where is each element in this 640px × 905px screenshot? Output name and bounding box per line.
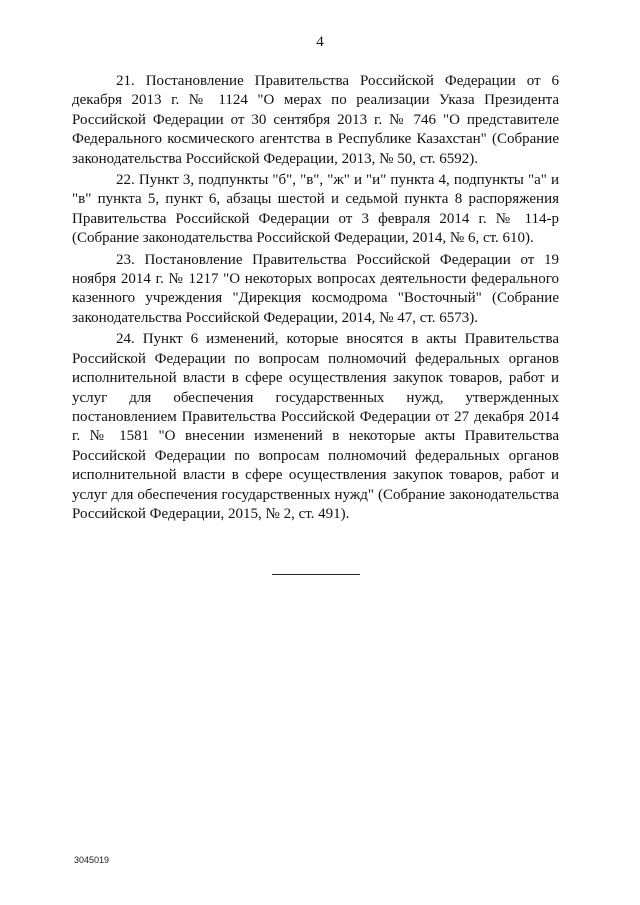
page-number: 4 (316, 34, 324, 50)
document-body (72, 72, 559, 524)
document-code: 3045019 (74, 855, 110, 865)
paragraph-item-23: 23. Постановление Правительства Российской Федерации от 19 ноября 2014 г. № 1217 "О некоторых вопросах деятельности федерального казенного учреждения "Дирекция космодрома "Восточный" (Собрание законодательства Российской Федерации, 2014, № 47, ст. 6573). (72, 251, 559, 326)
paragraph-item-22: 22. Пункт 3, подпункты "б", "в", "ж" и "и" пункта 4, подпункты "а" и "в" пункта 5, пункт 6, абзацы шестой и седьмой пункта 8 распоряжения Правительства Российской Федерации от 3 февраля 2014 г. № 114-р (Собрание законодательства Российской Федерации, 2014, № 6, ст. 610). (72, 172, 559, 247)
paragraph-item-24: 24. Пункт 6 изменений, которые вносятся в акты Правительства Российской Федерации по вопросам полномочий федеральных органов исполнительной власти в сфере осуществления закупок товаров, работ и услуг для обеспечения государственных нужд, утвержденных постановлением Правительства Российской Федерации от 27 декабря 2014 г. № 1581 "О внесении изменений в некоторые акты Правительства Российской Федерации по вопросам полномочий федеральных органов исполнительной власти в сфере осуществления закупок товаров, работ и услуг для обеспечения государственных нужд" (Собрание законодательства Российской Федерации, 2015, № 2, ст. 491). (72, 331, 559, 522)
paragraph-item-21: 21. Постановление Правительства Российской Федерации от 6 декабря 2013 г. № 1124 "О мерах по реализации Указа Президента Российской Федерации от 30 сентября 2013 г. № 746 "О представителе Федерального космического агентства в Республике Казахстан" (Собрание законодательства Российской Федерации, 2013, № 50, ст. 6592). (72, 73, 559, 167)
end-divider (272, 574, 360, 575)
